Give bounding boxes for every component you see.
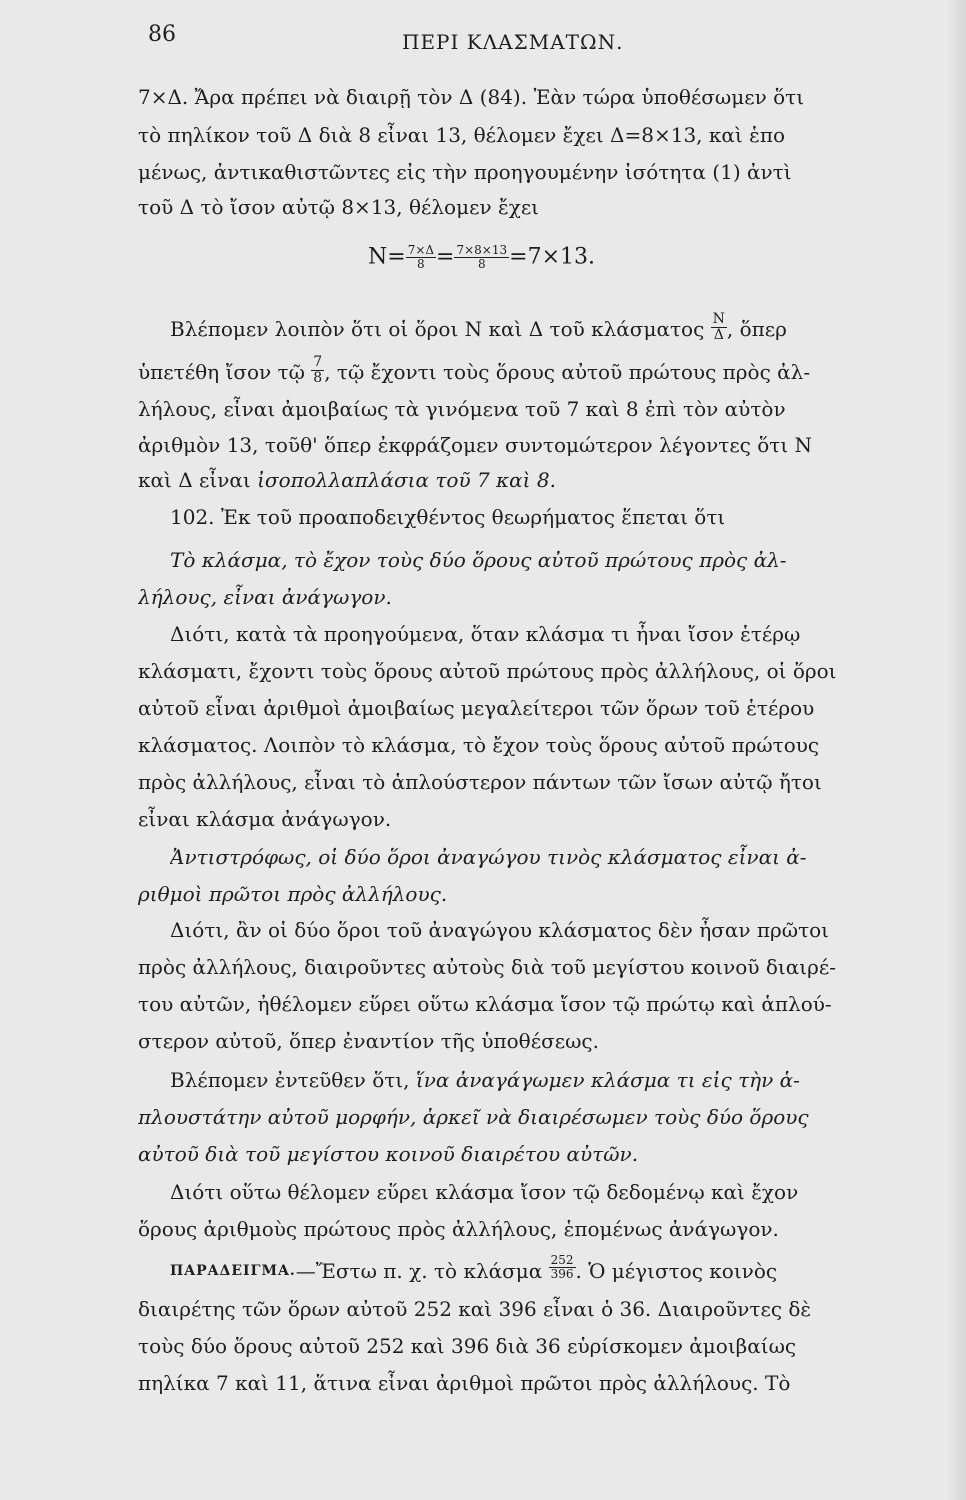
text-line: πρὸς ἀλλήλους, διαιροῦντες αὐτοὺς διὰ τοῦ μεγίστου κοινοῦ διαιρέ- — [138, 955, 836, 979]
text-span: —Ἔστω π. χ. τὸ κλάσμα — [295, 1259, 543, 1283]
text-span: , τῷ ἔχοντι τοὺς ὅρους αὐτοῦ πρώτους πρὸς ἀλ- — [324, 360, 811, 384]
fraction-numerator: 252 — [550, 1254, 574, 1267]
text-span: ὑπετέθη ἴσον τῷ — [138, 360, 305, 384]
fraction — [711, 312, 727, 346]
text-span: ἵνα ἀναγάγωμεν κλάσμα τι εἰς τὴν ἁ- — [415, 1068, 800, 1092]
text-line: αὐτοῦ διὰ τοῦ μεγίστου κοινοῦ διαιρέτου αὐτῶν. — [138, 1142, 639, 1166]
text-line: Διότι, κατὰ τὰ προηγούμενα, ὅταν κλάσμα τι ἦναι ἴσον ἑτέρῳ — [170, 622, 801, 646]
text-line: στερον αὐτοῦ, ὅπερ ἐναντίον τῆς ὑποθέσεως. — [138, 1029, 599, 1053]
text-line: κλάσματος. Λοιπὸν τὸ κλάσμα, τὸ ἔχον τοὺς ὅρους αὐτοῦ πρώτους — [138, 733, 820, 757]
text-line: τοὺς δύο ὅρους αὐτοῦ 252 καὶ 396 διὰ 36 εὑρίσκομεν ἀμοιβαίως — [138, 1334, 797, 1358]
text-line: λήλους, εἶναι ἀμοιβαίως τὰ γινόμενα τοῦ 7 καὶ 8 ἐπὶ τὸν αὐτὸν — [138, 397, 786, 421]
text-line — [170, 1063, 841, 1097]
fraction-numerator: 7×8×13 — [456, 243, 508, 257]
text-span: ἰσοπολλαπλάσια τοῦ 7 καὶ 8. — [257, 468, 556, 492]
text-span: , ὅπερ — [726, 317, 787, 341]
text-line: Διότι, ἂν οἱ δύο ὅροι τοῦ ἀναγώγου κλάσματος δὲν ἦσαν πρῶτοι — [170, 918, 830, 942]
text-line: Διότι οὕτω θέλομεν εὕρει κλάσμα ἴσον τῷ δεδομένῳ καὶ ἔχον — [170, 1180, 799, 1204]
fraction-denominator: 8 — [313, 370, 323, 386]
text-line: πρὸς ἀλλήλους, εἶναι τὸ ἁπλούστερον πάντων τῶν ἴσων αὐτῷ ἤτοι — [138, 770, 822, 794]
fraction-numerator: Ν — [712, 312, 725, 327]
text-line — [170, 1254, 841, 1288]
fraction-denominator: Δ — [713, 327, 724, 343]
fraction-numerator: 7 — [313, 355, 323, 370]
fraction-numerator: 7×Δ — [407, 243, 435, 257]
text-line: τὸ πηλίκον τοῦ Δ διὰ 8 εἶναι 13, θέλομεν ἔχει Δ=8×13, καὶ ἑπο — [138, 123, 786, 147]
text-line: Τὸ κλάσμα, τὸ ἔχον τοὺς δύο ὅρους αὐτοῦ πρώτους πρὸς ἀλ- — [170, 548, 787, 572]
equation — [368, 244, 595, 271]
text-line: πηλίκα 7 καὶ 11, ἅτινα εἶναι ἀριθμοὶ πρῶτοι πρὸς ἀλλήλους. Τὸ — [138, 1371, 791, 1395]
text-line: πλουστάτην αὐτοῦ μορφήν, ἀρκεῖ νὰ διαιρέσωμεν τοὺς δύο ὅρους — [138, 1105, 809, 1129]
text-line: Ἀντιστρόφως, οἱ δύο ὅροι ἀναγώγου τινὸς κλάσματος εἶναι ἀ- — [170, 845, 807, 869]
text-line: εἶναι κλάσμα ἀνάγωγον. — [138, 807, 392, 831]
text-line: 102. Ἐκ τοῦ προαποδειχθέντος θεωρήματος ἕπεται ὅτι — [170, 505, 726, 529]
text-line: διαιρέτης τῶν ὅρων αὐτοῦ 252 καὶ 396 εἶναι ὁ 36. Διαιροῦντες δὲ — [138, 1297, 812, 1321]
text-line: τοῦ Δ τὸ ἴσον αὐτῷ 8×13, θέλομεν ἔχει — [138, 195, 540, 219]
text-line: ὅρους ἀριθμοὺς πρώτους πρὸς ἀλλήλους, ἑπομένως ἀνάγωγον. — [138, 1217, 779, 1241]
fraction — [549, 1254, 576, 1288]
text-line — [170, 312, 841, 346]
text-line: κλάσματι, ἔχοντι τοὺς ὅρους αὐτοῦ πρώτους πρὸς ἀλλήλους, οἱ ὅροι — [138, 659, 837, 683]
text-span: καὶ Δ εἶναι — [138, 468, 251, 492]
text-line: λήλους, εἶναι ἀνάγωγον. — [138, 585, 392, 609]
fraction-denominator: 8 — [417, 257, 425, 271]
text-span: Βλέπομεν ἐντεῦθεν ὅτι, — [170, 1068, 410, 1092]
text-line: του αὐτῶν, ἠθέλομεν εὕρει οὕτω κλάσμα ἴσον τῷ πρώτῳ καὶ ἁπλού- — [138, 992, 832, 1016]
eq-sign: = — [509, 244, 528, 270]
text-span: . Ὁ μέγιστος κοινὸς — [575, 1259, 778, 1283]
text-line: αὐτοῦ εἶναι ἀριθμοὶ ἀμοιβαίως μεγαλείτεροι τῶν ὅρων τοῦ ἑτέρου — [138, 696, 815, 720]
text-line: ἀριθμὸν 13, τοῦθ' ὅπερ ἐκφράζομεν συντομώτερον λέγοντες ὅτι Ν — [138, 433, 813, 457]
text-line: μένως, ἀντικαθιστῶντες εἰς τὴν προηγουμένην ἰσότητα (1) ἀντὶ — [138, 160, 792, 184]
fraction-denominator: 8 — [477, 257, 486, 271]
text-span: Βλέπομεν λοιπὸν ὅτι οἱ ὅροι Ν καὶ Δ τοῦ κλάσματος — [170, 317, 705, 341]
eq-sign: = — [436, 244, 455, 270]
text-line: 7×Δ. Ἄρα πρέπει νὰ διαιρῇ τὸν Δ (84). Ἐὰν τώρα ὑποθέσωμεν ὅτι — [138, 85, 805, 109]
eq-fraction-1 — [406, 244, 436, 271]
eq-fraction-2 — [454, 244, 509, 271]
page-number: 86 — [148, 22, 176, 47]
eq-lhs: N — [368, 244, 388, 270]
page-edge-shadow — [946, 0, 966, 1500]
eq-sign: = — [387, 244, 406, 270]
fraction — [311, 355, 324, 389]
running-head: ΠΕΡΙ ΚΛΑΣΜΑΤΩΝ. — [402, 30, 624, 54]
text-line — [138, 463, 841, 497]
example-label: ΠΑΡΑΔΕΙΓΜΑ. — [170, 1263, 296, 1279]
eq-rhs: 7×13. — [527, 244, 595, 270]
text-line: ριθμοὶ πρῶτοι πρὸς ἀλλήλους. — [138, 882, 448, 906]
text-line — [138, 355, 841, 389]
fraction-denominator: 396 — [550, 1267, 574, 1281]
